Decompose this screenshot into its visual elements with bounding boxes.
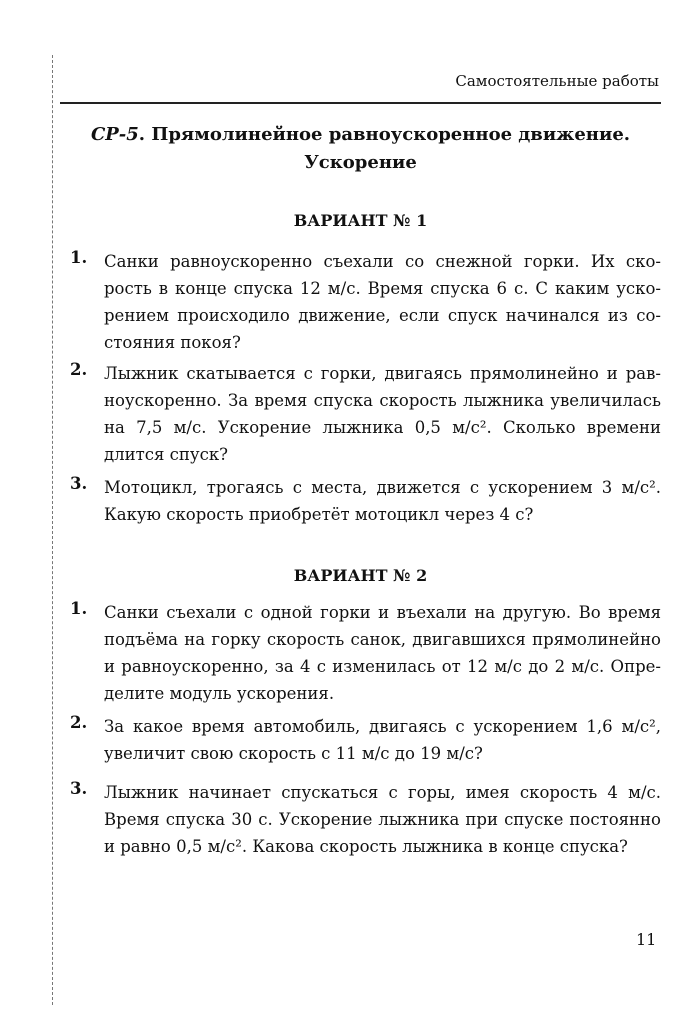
margin-dashed-line — [52, 55, 53, 1005]
problem-text-line: на 7,5 м/с. Ускорение лыжника 0,5 м/с². Сколько времени — [104, 418, 661, 437]
problem-text-line: делите модуль ускорения. — [104, 684, 335, 703]
problem-text-line: подъёма на горку скорость санок, двигавшихся прямолинейно — [104, 630, 661, 649]
title-code: СР-5 — [90, 124, 139, 145]
problem-text-line: Лыжник начинает спускаться с горы, имея скорость 4 м/с. — [104, 783, 661, 802]
problem-text-line: рость в конце спуска 12 м/с. Время спуска 6 с. С каким уско- — [104, 279, 661, 298]
problem-text-line: увеличит свою скорость с 11 м/с до 19 м/с? — [104, 744, 483, 763]
problem-number: 3. — [70, 779, 88, 798]
problem-number: 2. — [70, 713, 88, 732]
problem-text-line: Санки равноускоренно съехали со снежной горки. Их ско- — [104, 252, 661, 271]
problem-text-line: Санки съехали с одной горки и въехали на другую. Во время — [104, 603, 661, 622]
problem — [70, 779, 661, 860]
running-header: Самостоятельные работы — [455, 72, 659, 90]
problem-text-line: Какую скорость приобретёт мотоцикл через 4 с? — [104, 505, 534, 524]
problem-text-line: длится спуск? — [104, 445, 229, 464]
problem-text-line: и равно 0,5 м/с². Какова скорость лыжника в конце спуска? — [104, 837, 628, 856]
problem-text-line: Мотоцикл, трогаясь с места, движется с ускорением 3 м/с². — [104, 478, 661, 497]
problem-text-line: За какое время автомобиль, двигаясь с ускорением 1,6 м/с², — [104, 717, 661, 736]
problem-text-line: стояния покоя? — [104, 333, 241, 352]
problem-text-line: рением происходило движение, если спуск начинался из со- — [104, 306, 661, 325]
problem — [70, 713, 661, 767]
page-title — [60, 124, 661, 145]
problem — [70, 599, 661, 707]
problem — [70, 248, 661, 356]
title-line1: . Прямолинейное равноускоренное движение. — [138, 124, 631, 145]
header-rule — [60, 102, 661, 104]
problem-number: 2. — [70, 360, 88, 379]
variant-1-heading: ВАРИАНТ № 1 — [293, 211, 428, 230]
problem-number: 1. — [70, 248, 88, 267]
problem-text-line: Лыжник скатывается с горки, двигаясь прямолинейно и рав- — [104, 364, 661, 383]
problem-text-line: и равноускоренно, за 4 с изменилась от 12 м/с до 2 м/с. Опре- — [104, 657, 661, 676]
problem-number: 1. — [70, 599, 88, 618]
variant-2-heading: ВАРИАНТ № 2 — [293, 566, 428, 585]
problem-text-line: Время спуска 30 с. Ускорение лыжника при спуске постоянно — [104, 810, 661, 829]
problem — [70, 474, 661, 528]
page-subtitle: Ускорение — [304, 152, 417, 173]
problem-text-line: ноускоренно. За время спуска скорость лыжника увеличилась — [104, 391, 661, 410]
page-number: 11 — [636, 930, 657, 949]
problem — [70, 360, 661, 468]
problem-number: 3. — [70, 474, 88, 493]
